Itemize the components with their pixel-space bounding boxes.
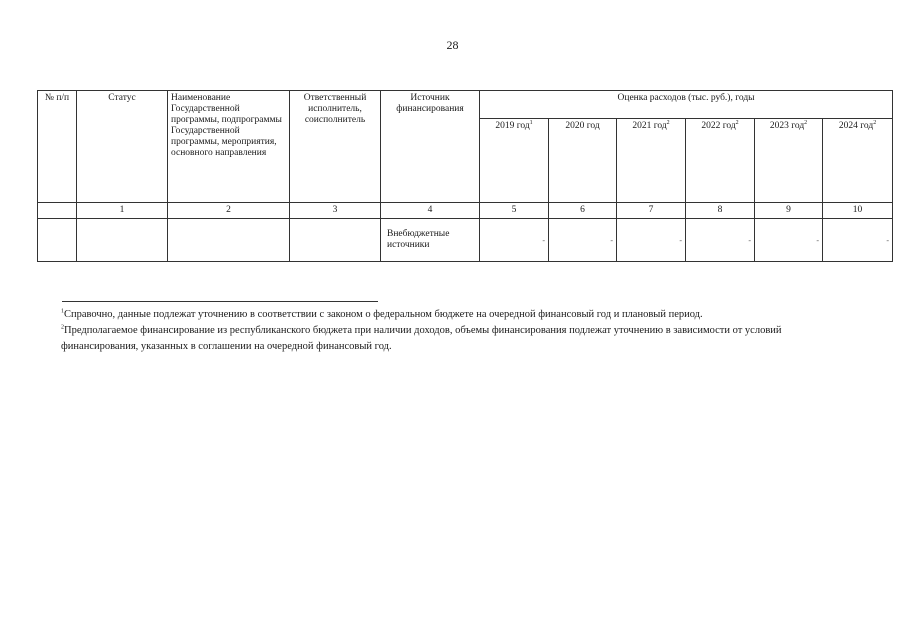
footnote-divider <box>62 301 378 302</box>
column-number <box>38 203 77 219</box>
column-number: 6 <box>549 203 617 219</box>
footnote-mark: 2 <box>61 324 64 331</box>
column-number: 3 <box>290 203 381 219</box>
column-number: 5 <box>480 203 549 219</box>
column-number: 4 <box>381 203 480 219</box>
header-year-2019: 2019 год$^1$ <box>480 119 549 203</box>
footnote <box>61 307 851 323</box>
cell-value-2023: - <box>755 219 823 262</box>
cell-status <box>77 219 168 262</box>
cell-name <box>168 219 290 262</box>
cell-responsible <box>290 219 381 262</box>
cell-value-2020: - <box>549 219 617 262</box>
header-responsible: Ответственный исполнитель, соисполнитель <box>290 91 381 203</box>
table-row <box>38 219 893 262</box>
cell-source: Внебюджетные источники <box>381 219 480 262</box>
header-status: Статус <box>77 91 168 203</box>
page-number: 28 <box>446 38 459 52</box>
cell-value-2019: - <box>480 219 549 262</box>
header-row-top <box>38 91 893 119</box>
budget-table <box>37 90 893 262</box>
cell-value-2024: - <box>823 219 893 262</box>
column-number: 1 <box>77 203 168 219</box>
footnote-text: Справочно, данные подлежат уточнению в соответствии с законом о федеральном бюджете на очередной финансовый год и плановый период. <box>64 309 703 320</box>
header-source: Источник финансирования <box>381 91 480 203</box>
cell-num <box>38 219 77 262</box>
footnote-text: Предполагаемое финансирование из республиканского бюджета при наличии доходов, объемы финансирования подлежат уточнению в зависимости от условий финансирования, указанных в соглашении на очередной финансовый год. <box>61 325 782 352</box>
cell-value-2022: - <box>686 219 755 262</box>
column-number: 9 <box>755 203 823 219</box>
header-year-2021: 2021 год$^2$ <box>617 119 686 203</box>
header-year-2022: 2022 год$^2$ <box>686 119 755 203</box>
header-name: Наименование Государственной программы, подпрограммы Государственной программы, мероприятия, основного направления <box>168 91 290 203</box>
footnote <box>61 323 851 355</box>
cell-value-2021: - <box>617 219 686 262</box>
header-estimate: Оценка расходов (тыс. руб.), годы <box>480 91 893 119</box>
column-number: 7 <box>617 203 686 219</box>
header-year-2020: 2020 год <box>549 119 617 203</box>
header-num: № п/п <box>38 91 77 203</box>
footnote-mark: 1 <box>61 308 64 315</box>
column-number: 10 <box>823 203 893 219</box>
column-number: 2 <box>168 203 290 219</box>
header-year-2023: 2023 год$^2$ <box>755 119 823 203</box>
footnotes <box>61 307 851 355</box>
column-number: 8 <box>686 203 755 219</box>
header-year-2024: 2024 год$^2$ <box>823 119 893 203</box>
column-numbers-row <box>38 203 893 219</box>
